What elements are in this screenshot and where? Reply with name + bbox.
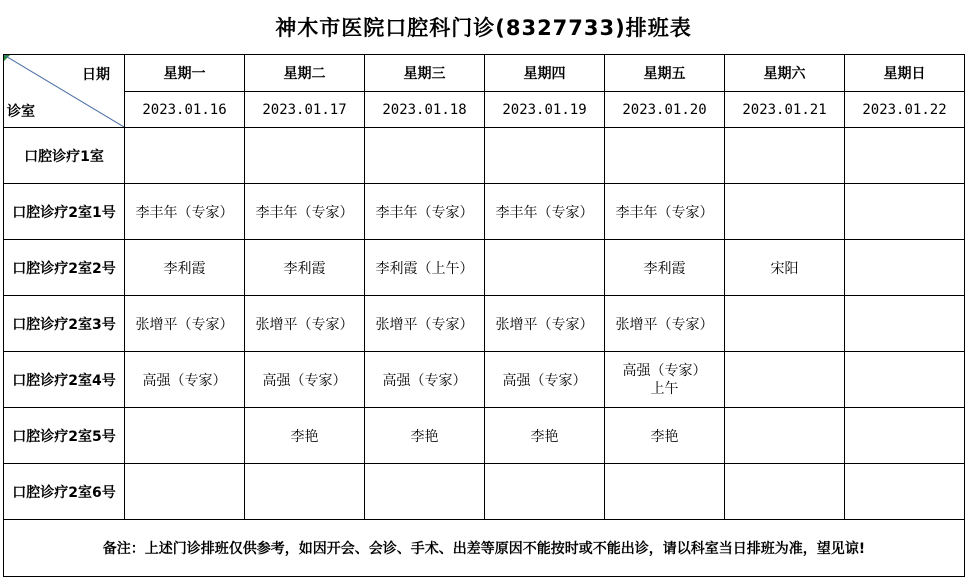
schedule-cell xyxy=(725,352,845,408)
schedule-cell: 高强（专家） xyxy=(245,352,365,408)
schedule-cell xyxy=(365,128,485,184)
schedule-cell: 李丰年（专家） xyxy=(245,184,365,240)
schedule-cell xyxy=(725,184,845,240)
schedule-cell xyxy=(605,464,725,520)
schedule-cell: 张增平（专家） xyxy=(125,296,245,352)
corner-room-label: 诊室 xyxy=(7,104,35,120)
schedule-cell xyxy=(725,408,845,464)
room-label: 口腔诊疗2室6号 xyxy=(4,464,125,520)
table-row xyxy=(4,352,965,408)
schedule-cell xyxy=(605,352,725,408)
table-row xyxy=(4,128,965,184)
schedule-cell xyxy=(125,128,245,184)
weekday-header: 星期日 xyxy=(845,55,965,92)
schedule-cell xyxy=(845,464,965,520)
weekday-row xyxy=(4,55,965,92)
schedule-cell: 张增平（专家） xyxy=(245,296,365,352)
schedule-cell: 高强（专家） xyxy=(125,352,245,408)
schedule-cell xyxy=(245,464,365,520)
schedule-cell: 李丰年（专家） xyxy=(605,184,725,240)
schedule-cell xyxy=(845,352,965,408)
schedule-cell: 张增平（专家） xyxy=(365,296,485,352)
schedule-cell: 李艳 xyxy=(245,408,365,464)
schedule-cell: 李利霞 xyxy=(605,240,725,296)
schedule-cell: 宋阳 xyxy=(725,240,845,296)
corner-header-cell xyxy=(4,55,125,128)
schedule-cell xyxy=(125,464,245,520)
table-row xyxy=(4,464,965,520)
schedule-cell xyxy=(365,464,485,520)
schedule-cell xyxy=(845,240,965,296)
schedule-cell xyxy=(605,128,725,184)
weekday-header: 星期六 xyxy=(725,55,845,92)
schedule-cell: 李丰年（专家） xyxy=(365,184,485,240)
weekday-header: 星期一 xyxy=(125,55,245,92)
weekday-header: 星期四 xyxy=(485,55,605,92)
schedule-cell: 李艳 xyxy=(485,408,605,464)
schedule-cell-line: 高强（专家） xyxy=(622,362,707,379)
schedule-cell xyxy=(845,408,965,464)
schedule-table xyxy=(3,54,965,577)
schedule-cell xyxy=(725,464,845,520)
schedule-cell xyxy=(845,296,965,352)
note-row xyxy=(4,520,965,577)
date-header: 2023.01.22 xyxy=(845,92,965,128)
schedule-cell xyxy=(845,128,965,184)
table-row xyxy=(4,184,965,240)
schedule-cell xyxy=(725,296,845,352)
schedule-cell xyxy=(245,128,365,184)
schedule-cell xyxy=(485,240,605,296)
schedule-title: 神木市医院口腔科门诊(8327733)排班表 xyxy=(275,16,692,40)
room-label: 口腔诊疗2室4号 xyxy=(4,352,125,408)
schedule-cell: 李利霞（上午） xyxy=(365,240,485,296)
schedule-cell xyxy=(485,128,605,184)
corner-date-label: 日期 xyxy=(82,67,110,83)
room-label: 口腔诊疗2室3号 xyxy=(4,296,125,352)
schedule-cell xyxy=(725,128,845,184)
schedule-cell: 李艳 xyxy=(605,408,725,464)
date-header: 2023.01.18 xyxy=(365,92,485,128)
schedule-cell: 李艳 xyxy=(365,408,485,464)
schedule-cell: 李利霞 xyxy=(245,240,365,296)
date-header: 2023.01.21 xyxy=(725,92,845,128)
room-label: 口腔诊疗2室5号 xyxy=(4,408,125,464)
date-header: 2023.01.16 xyxy=(125,92,245,128)
date-header: 2023.01.17 xyxy=(245,92,365,128)
table-row xyxy=(4,240,965,296)
schedule-cell: 李丰年（专家） xyxy=(125,184,245,240)
room-label: 口腔诊疗2室1号 xyxy=(4,184,125,240)
room-label: 口腔诊疗1室 xyxy=(4,128,125,184)
schedule-cell: 李丰年（专家） xyxy=(485,184,605,240)
table-row xyxy=(4,408,965,464)
table-row xyxy=(4,296,965,352)
schedule-cell: 张增平（专家） xyxy=(485,296,605,352)
weekday-header: 星期五 xyxy=(605,55,725,92)
schedule-cell: 高强（专家） xyxy=(365,352,485,408)
date-row xyxy=(4,92,965,128)
schedule-cell: 高强（专家） xyxy=(485,352,605,408)
room-label: 口腔诊疗2室2号 xyxy=(4,240,125,296)
weekday-header: 星期二 xyxy=(245,55,365,92)
schedule-cell xyxy=(125,408,245,464)
schedule-cell: 李利霞 xyxy=(125,240,245,296)
schedule-cell-line: 上午 xyxy=(650,380,679,397)
schedule-note: 备注：上述门诊排班仅供参考，如因开会、会诊、手术、出差等原因不能按时或不能出诊，请以科室当日排班为准，望见谅! xyxy=(4,520,965,577)
schedule-cell: 张增平（专家） xyxy=(605,296,725,352)
date-header: 2023.01.20 xyxy=(605,92,725,128)
weekday-header: 星期三 xyxy=(365,55,485,92)
date-header: 2023.01.19 xyxy=(485,92,605,128)
schedule-cell xyxy=(845,184,965,240)
schedule-cell xyxy=(485,464,605,520)
